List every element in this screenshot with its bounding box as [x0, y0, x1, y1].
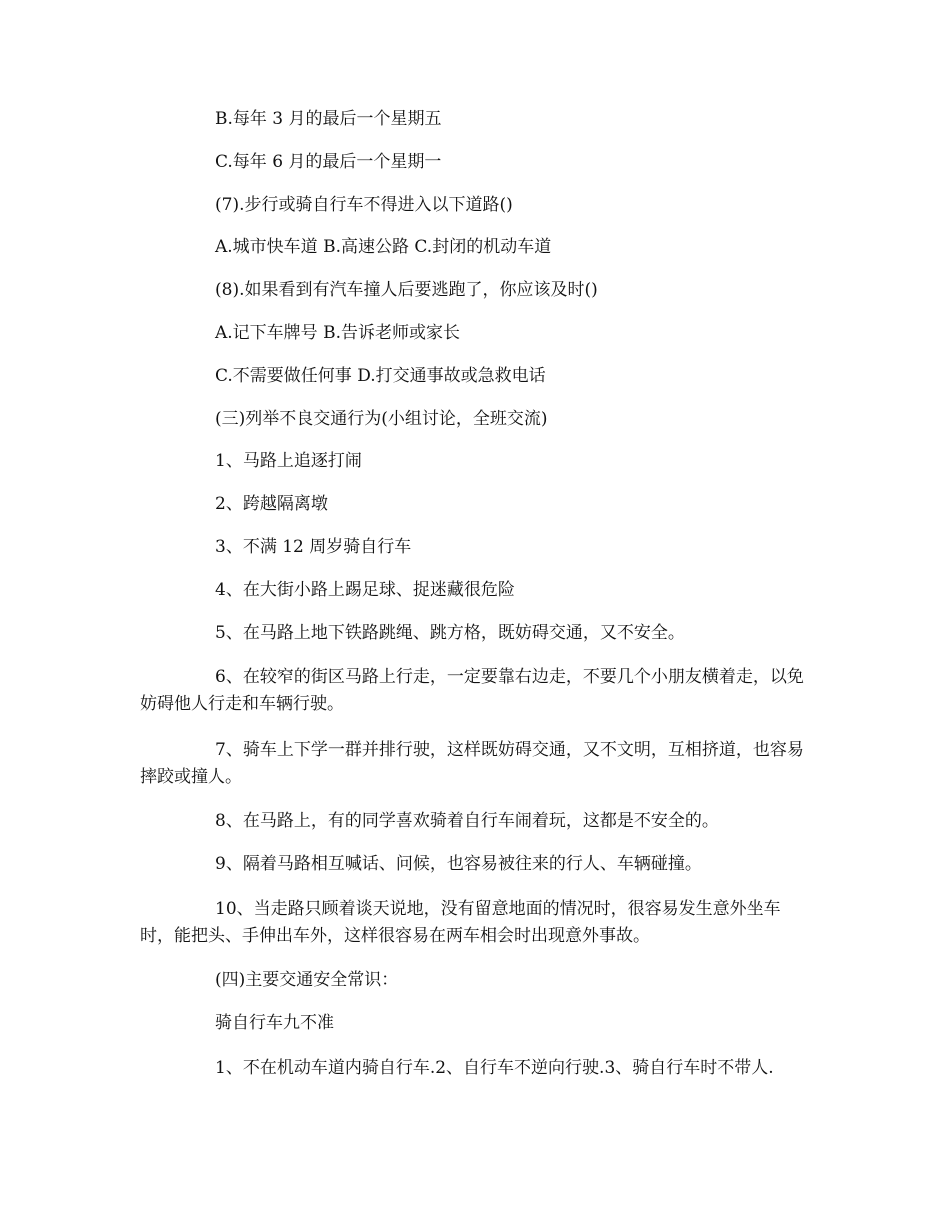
list-item: 3、不满 12 周岁骑自行车: [215, 536, 412, 557]
option-c-june: C.每年 6 月的最后一个星期一: [215, 151, 442, 172]
section-3-heading: (三)列举不良交通行为(小组讨论，全班交流): [215, 408, 548, 429]
subsection-heading: 骑自行车九不准: [215, 1012, 334, 1033]
list-item: 7、骑车上下学一群并排行驶，这样既妨碍交通，又不文明，互相挤道，也容易摔跤或撞人。: [140, 740, 804, 788]
question-7-options: A.城市快车道 B.高速公路 C.封闭的机动车道: [215, 237, 552, 258]
list-item: 1、不在机动车道内骑自行车.2、自行车不逆向行驶.3、骑自行车时不带人.: [215, 1057, 774, 1078]
list-item: 10、当走路只顾着谈天说地，没有留意地面的情况时，很容易发生意外坐车时，能把头、手伸出车外，这样很容易在两车相会时出现意外事故。: [140, 898, 781, 946]
question-7: (7).步行或骑自行车不得进入以下道路(): [215, 194, 513, 215]
list-item: 5、在马路上地下铁路跳绳、跳方格，既妨碍交通，又不安全。: [215, 622, 685, 643]
question-8-options-cd: C.不需要做任何事 D.打交通事故或急救电话: [215, 365, 546, 386]
list-item: 9、隔着马路相互喊话、问候，也容易被往来的行人、车辆碰撞。: [215, 854, 702, 875]
list-item: 1、马路上追逐打闹: [215, 451, 362, 472]
option-b-march: B.每年 3 月的最后一个星期五: [215, 109, 442, 129]
list-item: 8、在马路上，有的同学喜欢骑着自行车闹着玩，这都是不安全的。: [215, 811, 719, 832]
document-body: [140, 108, 812, 1101]
question-8-options-ab: A.记下车牌号 B.告诉老师或家长: [215, 322, 460, 343]
question-8: (8).如果看到有汽车撞人后要逃跑了，你应该及时(): [215, 280, 598, 301]
list-item: 4、在大街小路上踢足球、捉迷藏很危险: [215, 579, 515, 600]
section-4-heading: (四)主要交通安全常识：: [215, 969, 399, 990]
list-item: 2、跨越隔离墩: [215, 494, 328, 515]
list-item: 6、在较窄的街区马路上行走，一定要靠右边走，不要几个小朋友横着走，以免妨碍他人行走和车辆行驶。: [140, 667, 804, 715]
